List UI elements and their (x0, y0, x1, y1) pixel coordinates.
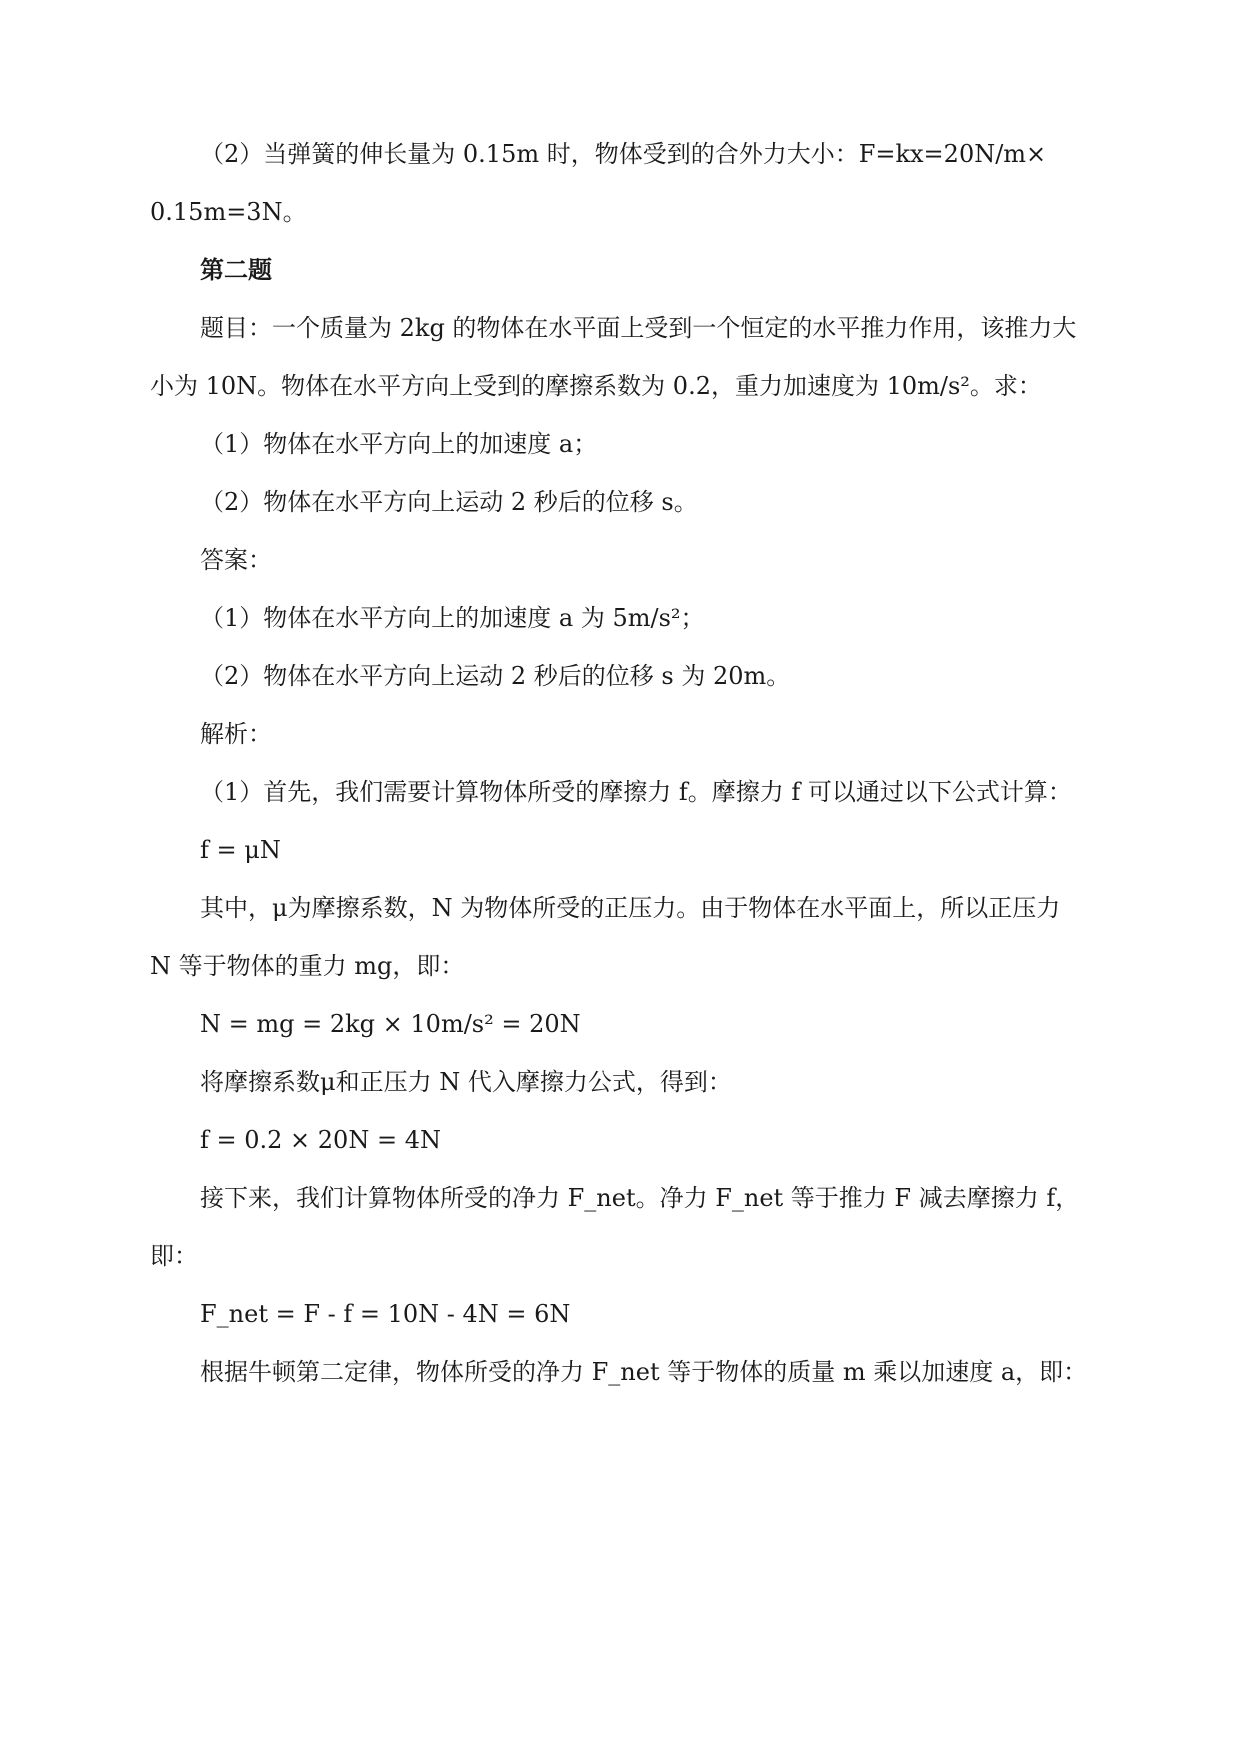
explain-line2: N 等于物体的重力 mg，即： (150, 952, 465, 980)
prev-answer-2-line2: 0.15m=3N。 (150, 198, 307, 226)
net-force-line2: 即： (150, 1242, 198, 1270)
formula-friction-value: f = 0.2 × 20N = 4N (200, 1126, 441, 1154)
formula-normal: N = mg = 2kg × 10m/s² = 20N (200, 1010, 581, 1038)
formula-net-force: F_net = F - f = 10N - 4N = 6N (200, 1300, 571, 1328)
prev-answer-2-line1: （2）当弹簧的伸长量为 0.15m 时，物体受到的合外力大小：F=kx=20N/m× (200, 140, 1047, 168)
question-part1: （1）物体在水平方向上的加速度 a； (200, 430, 598, 458)
question-line1: 题目：一个质量为 2kg 的物体在水平面上受到一个恒定的水平推力作用，该推力大 (200, 314, 1077, 342)
explain-line1: 其中，μ为摩擦系数，N 为物体所受的正压力。由于物体在水平面上，所以正压力 (200, 894, 1061, 922)
answer-part1: （1）物体在水平方向上的加速度 a 为 5m/s²； (200, 604, 705, 632)
newton-line: 根据牛顿第二定律，物体所受的净力 F_net 等于物体的质量 m 乘以加速度 a，即： (200, 1358, 1088, 1386)
formula-friction: f = μN (200, 836, 281, 864)
net-force-line1: 接下来，我们计算物体所受的净力 F_net。净力 F_net 等于推力 F 减去摩擦力 f， (200, 1184, 1080, 1212)
analysis-step1: （1）首先，我们需要计算物体所受的摩擦力 f。摩擦力 f 可以通过以下公式计算： (200, 778, 1072, 806)
substitute-line: 将摩擦系数μ和正压力 N 代入摩擦力公式，得到： (200, 1068, 732, 1096)
question-line2: 小为 10N。物体在水平方向上受到的摩擦系数为 0.2，重力加速度为 10m/s²。求： (150, 372, 1042, 400)
section-heading: 第二题 (200, 256, 272, 284)
answer-part2: （2）物体在水平方向上运动 2 秒后的位移 s 为 20m。 (200, 662, 791, 690)
answer-label: 答案： (200, 546, 272, 574)
question-part2: （2）物体在水平方向上运动 2 秒后的位移 s。 (200, 488, 698, 516)
analysis-label: 解析： (200, 720, 272, 748)
